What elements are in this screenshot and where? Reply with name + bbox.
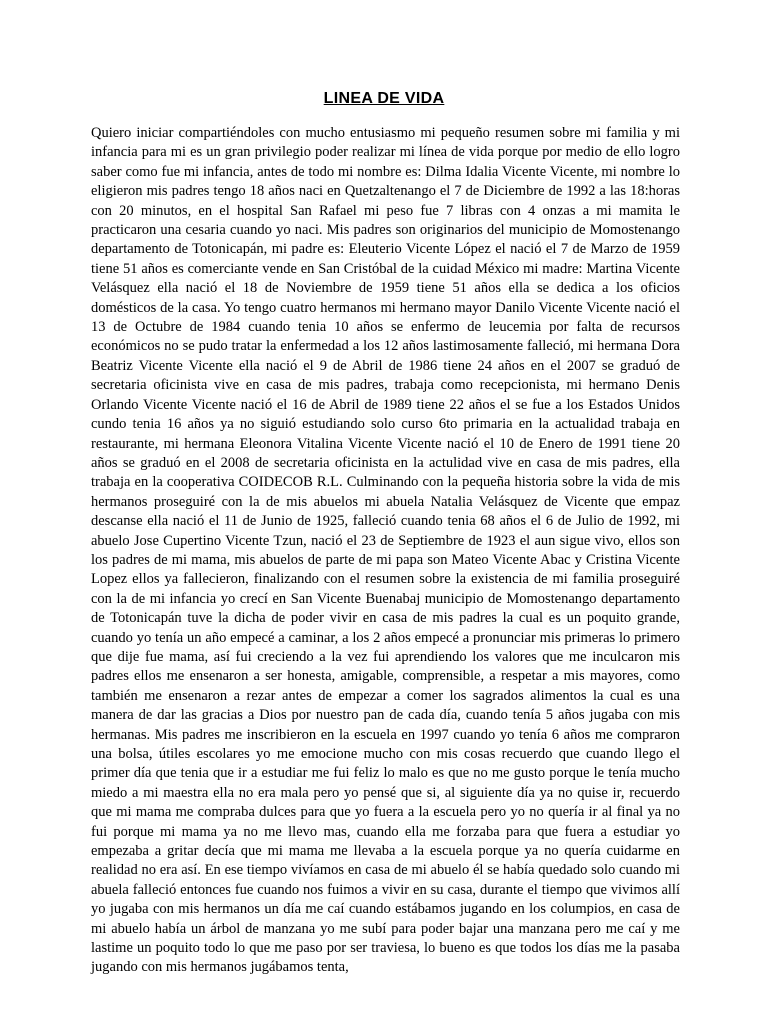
document-body-paragraph: Quiero iniciar compartiéndoles con mucho entusiasmo mi pequeño resumen sobre mi familia y mi infancia para mi es un gran privilegio poder realizar mi línea de vida porque por medio de ello logro saber como fue mi infancia, antes de todo mi nombre es: Dilma Idalia Vicente Vicente, mi nombre lo eligieron mis padres tengo 18 años naci en Quetzaltenango el 7 de Diciembre de 1992 a las 18:horas con 20 minutos, en el hospital San Rafael mi peso fue 7 libras con 4 onzas a mi mamita le practicaron una cesaria cuando yo naci. Mis padres son originarios del municipio de Momostenango departamento de Totonicapán, mi padre es: Eleuterio Vicente López el nació el 7 de Marzo de 1959 tiene 51 años es comerciante vende en San Cristóbal de la cuidad México mi madre: Martina Vicente Velásquez ella nació el 18 de Noviembre de 1959 tiene 51 años ella se dedica a los oficios domésticos de la casa. Yo tengo cuatro hermanos mi hermano mayor Danilo Vicente Vicente nació el 13 de Octubre de 1984 cuando tenia 10 años se enfermo de leucemia por falta de recursos económicos no se pudo tratar la enfermedad a los 12 años lastimosamente falleció, mi hermana Dora Beatriz Vicente Vicente ella nació el 9 de Abril de 1986 tiene 24 años en el 2007 se graduó de secretaria oficinista vive en casa de mis padres, trabaja como recepcionista, mi hermano Denis Orlando Vicente Vicente nació el 16 de Abril de 1989 tiene 22 años el se fue a los Estados Unidos cundo tenia 16 años ya no siguió estudiando solo curso 6to primaria en la actualidad trabaja en restaurante, mi hermana Eleonora Vitalina Vicente Vicente nació el 10 de Enero de 1991 tiene 20 años se graduó en el 2008 de secretaria oficinista en la actulidad vive en casa de mis padres, ella trabaja en la cooperativa COIDECOB R.L. Culminando con la pequeña historia sobre la vida de mis hermanos proseguiré con la de mis abuelos mi abuela Natalia Velásquez de Vicente que empaz descanse ella nació el 11 de Junio de 1925, falleció cuando tenia 68 años el 6 de Julio de 1992, mi abuelo Jose Cupertino Vicente Tzun, nació el 23 de Septiembre de 1923 el aun sigue vivo, ellos son los padres de mi mama, mis abuelos de parte de mi papa son Mateo Vicente Abac y Cristina Vicente Lopez ellos ya fallecieron, finalizando con el resumen sobre la existencia de mi familia proseguiré con la de mi infancia yo crecí en San Vicente Buenabaj municipio de Momostenango departamento de Totonicapán tuve la dicha de poder vivir en casa de mis padres la cual es un poquito grande, cuando yo tenía un año empecé a caminar, a los 2 años empecé a pronunciar mis primeras lo primero que dije fue mama, así fui creciendo a la vez fui aprendiendo los valores que me inculcaron mis padres ellos me ensenaron a ser honesta, amigable, comprensible, a respetar a mis mayores, como también me ensenaron a rezar antes de empezar a comer los sagrados alimentos la cual es una manera de dar las gracias a Dios por nuestro pan de cada día, cuando tenía 5 años jugaba con mis hermanas. Mis padres me inscribieron en la escuela en 1997 cuando yo tenía 6 años me compraron una bolsa, útiles escolares yo me emocione mucho con mis cosas recuerdo que cuando llego el primer día que tenia que ir a estudiar me fui feliz lo malo es que no me gusto porque le tenía mucho miedo a mi maestra ella no era mala pero yo pensé que si, al siguiente día ya no quise ir, recuerdo que mi mama me compraba dulces para que yo fuera a la escuela pero yo no quería ir al final ya no fui porque mi mama ya no me llevo mas, cuando ella me forzaba para que fuera a estudiar yo empezaba a gritar decía que mi mama me llevaba a la escuela porque ya no quería cuidarme en realidad no era así. En ese tiempo vivíamos en casa de mi abuelo él se había quedado solo cuando mi abuela falleció entonces fue cuando nos fuimos a vivir en su casa, durante el tiempo que vivimos allí yo jugaba con mis hermanos un día me caí cuando estábamos jugando en los columpios, en casa de mi abuelo había un árbol de manzana yo me subí para poder bajar una manzana pero me caí y me lastime un poquito todo lo que me paso por ser traviesa, lo bueno es que todos los días me la pasaba jugando con mis hermanos jugábamos tenta, xyxy=(91,125,680,976)
document-title: LINEA DE VIDA xyxy=(323,90,445,107)
